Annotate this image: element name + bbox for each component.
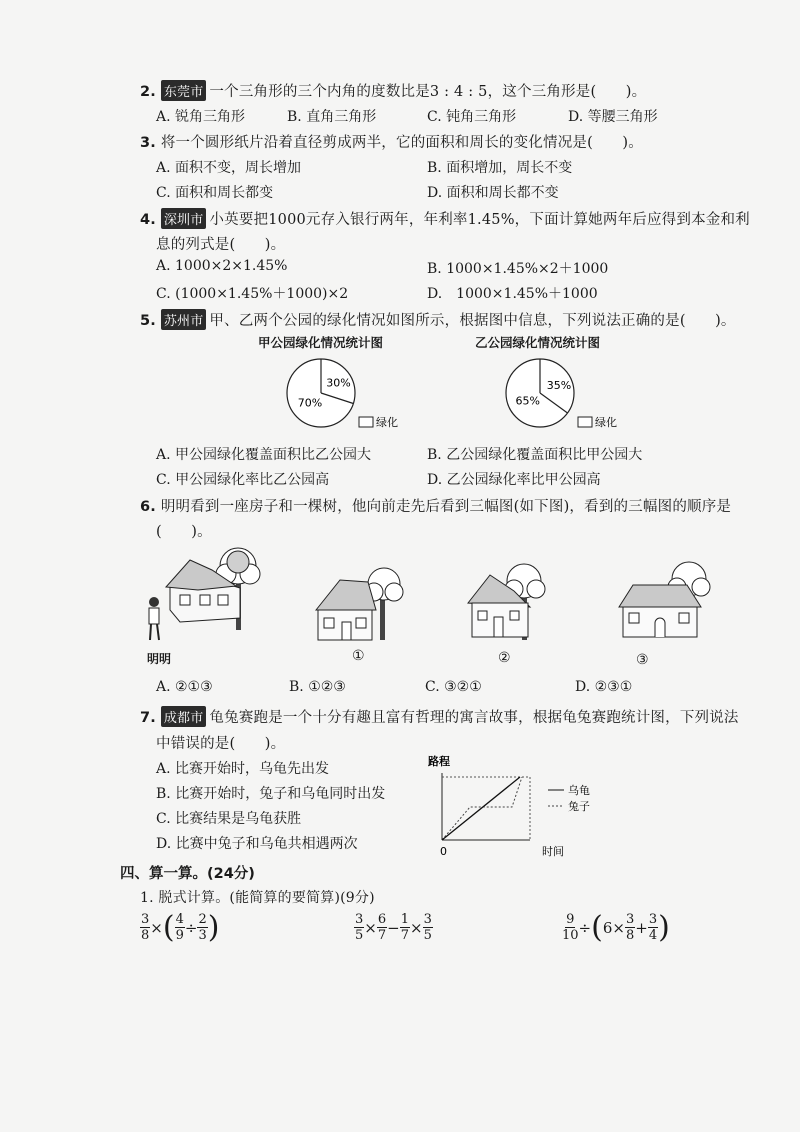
- numerator: 2: [198, 912, 207, 927]
- q7-option-d[interactable]: D. 比赛中兔子和乌龟共相遇两次: [156, 836, 358, 852]
- q3-number: 3.: [140, 135, 156, 151]
- race-line-chart: [420, 745, 620, 860]
- q4-city-badge: 深圳市: [161, 208, 207, 229]
- boy-mingming-icon: [149, 597, 159, 640]
- q6-option-a[interactable]: A. ②①③: [156, 679, 213, 695]
- left-paren: (: [591, 909, 603, 945]
- legend-tortoise-label: 乌龟: [568, 784, 590, 797]
- q3-option-a[interactable]: A. 面积不变，周长增加: [156, 160, 302, 176]
- q4-stem-line2: 息的列式是( )。: [156, 237, 286, 253]
- q6-option-d[interactable]: D. ②③①: [575, 679, 633, 695]
- legend-swatch: [359, 417, 373, 427]
- fraction: [354, 912, 364, 943]
- q7-stem-line1: [140, 706, 739, 727]
- q2-city-badge: 东莞市: [161, 80, 207, 101]
- q3-text: 将一个圆形纸片沿着直径剪成两半，它的面积和周长的变化情况是( )。: [160, 135, 643, 151]
- legend-rabbit-label: 兔子: [568, 800, 590, 813]
- operator: ×: [364, 918, 377, 937]
- numerator: 4: [175, 912, 184, 927]
- q5-text: 甲、乙两个公园的绿化情况如图所示，根据图中信息，下列说法正确的是( )。: [209, 313, 736, 329]
- denominator: 7: [377, 928, 387, 943]
- q7-city-badge: 成都市: [161, 706, 207, 727]
- race-chart-origin-label: 0: [440, 845, 447, 858]
- q6-option-c[interactable]: C. ③②①: [425, 679, 482, 695]
- q2-stem: [140, 80, 646, 101]
- q3-option-d[interactable]: D. 面积和周长都不变: [427, 185, 559, 201]
- q4-number: 4.: [140, 212, 156, 228]
- denominator: 4: [648, 928, 658, 943]
- fraction: [400, 912, 410, 943]
- pie-slice-label: 70%: [297, 396, 323, 410]
- numerator: 9: [566, 912, 575, 927]
- caption-mingming: 明明: [147, 652, 172, 666]
- calc-expression-1: [140, 909, 220, 945]
- q5-number: 5.: [140, 313, 156, 329]
- denominator: 10: [562, 928, 579, 943]
- fraction: [377, 912, 387, 943]
- legend-swatch: [578, 417, 592, 427]
- q3-option-c[interactable]: C. 面积和周长都变: [156, 185, 274, 201]
- q5-city-badge: 苏州市: [161, 309, 207, 330]
- pie-chart-2-title: 乙公园绿化情况统计图: [475, 335, 601, 350]
- denominator: 3: [198, 928, 207, 943]
- q4-option-c[interactable]: C. (1000×1.45%＋1000)×2: [156, 286, 349, 302]
- legend-label: 绿化: [376, 416, 398, 429]
- caption-picture-2: ②: [498, 650, 511, 666]
- operator: ÷: [578, 918, 592, 937]
- q5-option-a[interactable]: A. 甲公园绿化覆盖面积比乙公园大: [156, 447, 372, 463]
- denominator: 9: [175, 928, 184, 943]
- caption-picture-1: ①: [352, 648, 365, 664]
- fraction: [648, 912, 658, 943]
- pie-chart-jia: [283, 355, 413, 435]
- numerator: 1: [400, 912, 409, 927]
- fraction: [423, 912, 433, 943]
- legend-label: 绿化: [595, 416, 617, 429]
- house-tree-picture-2: [462, 555, 562, 645]
- numerator: 3: [648, 912, 658, 927]
- q2-text: 一个三角形的三个内角的度数比是3 : 4 : 5，这个三角形是( )。: [209, 84, 647, 100]
- q6-text-line1: 明明看到一座房子和一棵树，他向前走先后看到三幅图(如下图)，看到的三幅图的顺序是: [160, 499, 732, 515]
- calc-expression-3: [562, 909, 670, 945]
- q4-text-line1: 小英要把1000元存入银行两年，年利率1.45%，下面计算她两年后应得到本金和利: [209, 212, 750, 228]
- operator: +: [635, 918, 648, 937]
- q5-option-d[interactable]: D. 乙公园绿化率比甲公园高: [427, 472, 601, 488]
- q7-text-line1: 龟兔赛跑是一个十分有趣且富有哲理的寓言故事，根据龟兔赛跑统计图，下列说法: [209, 710, 739, 726]
- pie-slice-label: 35%: [546, 378, 572, 392]
- q4-stem-line1: [140, 208, 750, 229]
- pie-slice-label: 65%: [515, 394, 540, 408]
- q5-stem: [140, 309, 736, 330]
- house-tree-picture-mingming: [140, 540, 275, 645]
- q2-number: 2.: [140, 84, 156, 100]
- denominator: 7: [400, 928, 409, 943]
- q5-option-b[interactable]: B. 乙公园绿化覆盖面积比甲公园大: [427, 447, 643, 463]
- q6-stem-line1: [140, 495, 731, 516]
- operator: ×: [410, 918, 423, 937]
- q4-option-b[interactable]: B. 1000×1.45%×2＋1000: [427, 261, 609, 277]
- q6-option-b[interactable]: B. ①②③: [289, 679, 346, 695]
- operator: ×: [150, 918, 163, 937]
- q5-option-c[interactable]: C. 甲公园绿化率比乙公园高: [156, 472, 330, 488]
- q6-stem-line2: ( )。: [156, 524, 212, 540]
- q3-stem: [140, 131, 643, 152]
- q7-number: 7.: [140, 710, 156, 726]
- race-chart-ylabel: 路程: [428, 755, 450, 768]
- fraction: [197, 912, 207, 943]
- left-paren: (: [162, 909, 175, 945]
- fraction: [175, 912, 185, 943]
- q2-option-d[interactable]: D. 等腰三角形: [568, 109, 658, 125]
- denominator: 5: [355, 928, 364, 943]
- numerator: 3: [355, 912, 364, 927]
- numerator: 3: [423, 912, 432, 927]
- section-4-sub1: 1. 脱式计算。(能简算的要简算)(9分): [140, 890, 375, 906]
- denominator: 8: [141, 928, 150, 943]
- series-tortoise-line: [442, 777, 520, 840]
- numerator: 6: [377, 912, 387, 927]
- q7-option-b[interactable]: B. 比赛开始时，兔子和乌龟同时出发: [156, 786, 386, 802]
- operator: −: [387, 918, 400, 937]
- operator: ÷: [184, 918, 198, 937]
- fraction: [625, 912, 635, 943]
- numerator: 3: [625, 912, 635, 927]
- caption-picture-3: ③: [636, 652, 649, 668]
- q4-option-d[interactable]: D. 1000×1.45%＋1000: [427, 286, 598, 302]
- pie-slice-label: 30%: [326, 376, 351, 390]
- q3-option-b[interactable]: B. 面积增加，周长不变: [427, 160, 573, 176]
- house-tree-picture-1: [310, 560, 410, 645]
- q2-option-c[interactable]: C. 钝角三角形: [427, 109, 517, 125]
- q7-option-c[interactable]: C. 比赛结果是乌龟获胜: [156, 811, 302, 827]
- numerator: 3: [141, 912, 150, 927]
- pie-chart-yi: [502, 355, 632, 435]
- pie-chart-1-title: 甲公园绿化情况统计图: [258, 335, 384, 350]
- q2-option-b[interactable]: B. 直角三角形: [287, 109, 377, 125]
- right-paren: ): [207, 909, 220, 945]
- operator: ×: [612, 918, 625, 937]
- fraction: [140, 912, 150, 943]
- whole-number: 6: [602, 918, 613, 937]
- section-4-title: 四、算一算。(24分): [120, 866, 255, 882]
- calc-expression-2: [354, 912, 433, 943]
- q4-option-a[interactable]: A. 1000×2×1.45%: [156, 258, 288, 274]
- q7-stem-line2: 中错误的是( )。: [156, 736, 286, 752]
- house-tree-picture-3: [615, 555, 720, 645]
- q6-number: 6.: [140, 499, 156, 515]
- q7-option-a[interactable]: A. 比赛开始时，乌龟先出发: [156, 761, 330, 777]
- race-chart-xlabel: 时间: [542, 845, 564, 858]
- denominator: 5: [423, 928, 432, 943]
- fraction: [562, 912, 579, 943]
- right-paren: ): [658, 909, 670, 945]
- denominator: 8: [625, 928, 635, 943]
- q2-option-a[interactable]: A. 锐角三角形: [156, 109, 246, 125]
